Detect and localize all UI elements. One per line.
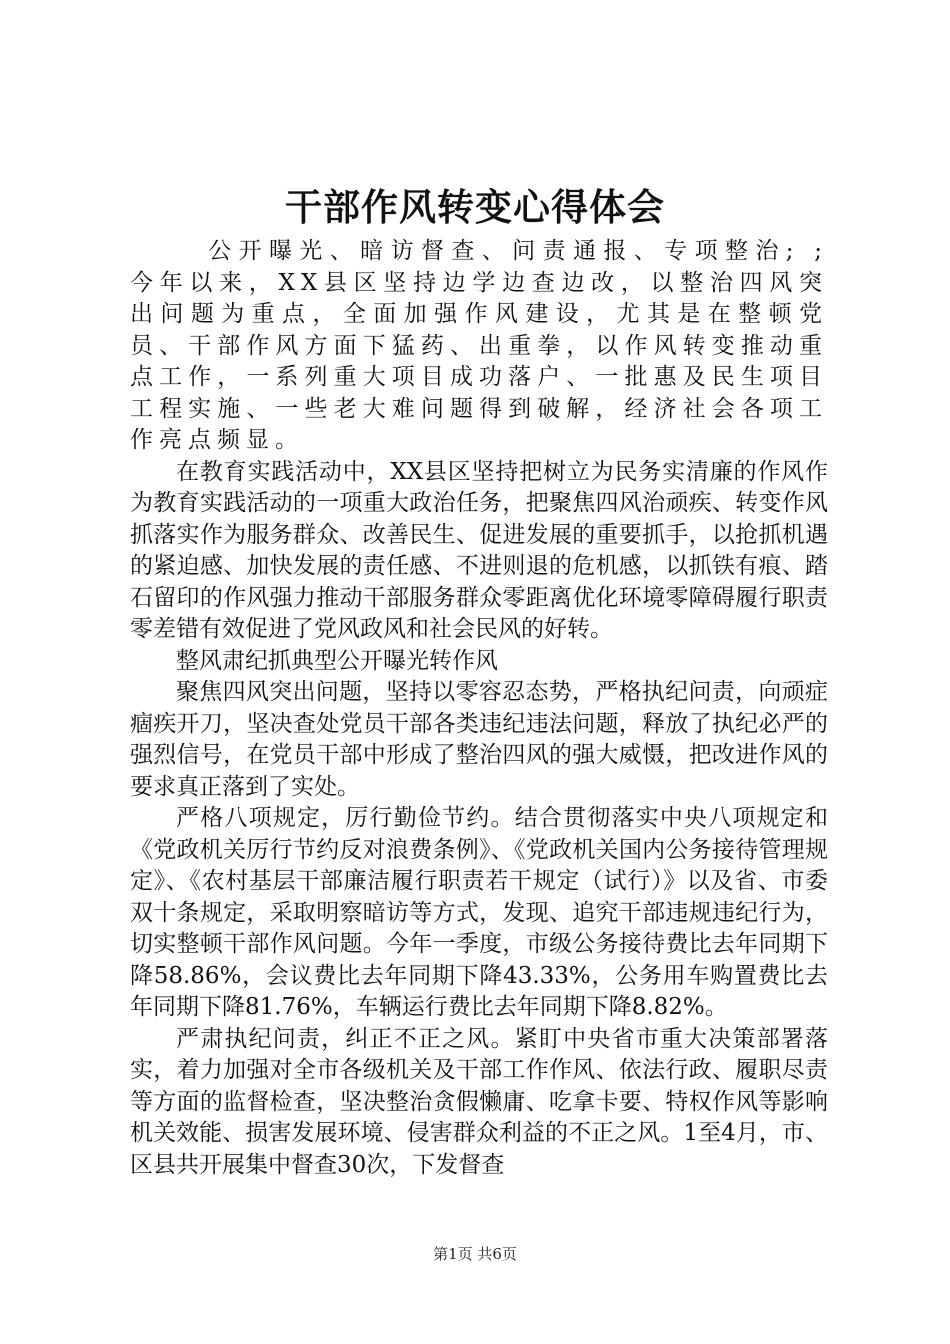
paragraph-eight-rules: 严格八项规定，厉行勤俭节约。结合贯彻落实中央八项规定和《党政机关厉行节约反对浪费条例》、《党政机关国内公务接待管理规定》、《农村基层干部廉洁履行职责若干规定（试行）》以及省、市委双十条规定，采取明察暗访等方式，发现、追究干部违规违纪行为，切实整顿干部作风问题。今年一季度，市级公务接待费比去年同期下降58.86%，会议费比去年同期下降43.33%，公务用车购置费比去年同期下降81.76%，车辆运行费比去年同期下降8.82%。 xyxy=(130,805,828,1020)
page-footer: 第1页 共6页 xyxy=(433,1245,517,1263)
paragraph-four-winds: 聚焦四风突出问题，坚持以零容忍态势，严格执纪问责，向顽症痼疾开刀，坚决查处党员干部各类违纪违法问题，释放了执纪必严的强烈信号，在党员干部中形成了整治四风的强大威慑，把改进作风的要求真正落到了实处。 xyxy=(130,679,828,800)
document-body xyxy=(130,236,828,1181)
paragraph-intro: 公开曝光、暗访督查、问责通报、专项整治; ;今年以来，XX县区坚持边学边查边改，以整治四风突出问题为重点，全面加强作风建设，尤其是在整顿党员、干部作风方面下猛药、出重拳，以作风转变推动重点工作，一系列重大项目成功落户、一批惠及民生项目工程实施、一些老大难问题得到破解，经济社会各项工作亮点频显。 xyxy=(130,238,828,453)
paragraph-discipline: 严肃执纪问责，纠正不正之风。紧盯中央省市重大决策部署落实，着力加强对全市各级机关及干部工作作风、依法行政、履职尽责等方面的监督检查，坚决整治贪假懒庸、吃拿卡要、特权作风等影响机关效能、损害发展环境、侵害群众利益的不正之风。1至4月，市、区县共开展集中督查30次，下发督查 xyxy=(130,1025,828,1178)
section-heading: 整风肃纪抓典型公开曝光转作风 xyxy=(176,647,498,674)
page-title: 干部作风转变心得体会 xyxy=(285,185,665,229)
paragraph-education-practice: 在教育实践活动中，XX县区坚持把树立为民务实清廉的作风作为教育实践活动的一项重大政治任务，把聚焦四风治顽疾、转变作风抓落实作为服务群众、改善民生、促进发展的重要抓手，以抢抓机遇的紧迫感、加快发展的责任感、不进则退的危机感，以抓铁有痕、踏石留印的作风强力推动干部服务群众零距离优化环境零障碍履行职责零差错有效促进了党风政风和社会民风的好转。 xyxy=(130,458,828,642)
